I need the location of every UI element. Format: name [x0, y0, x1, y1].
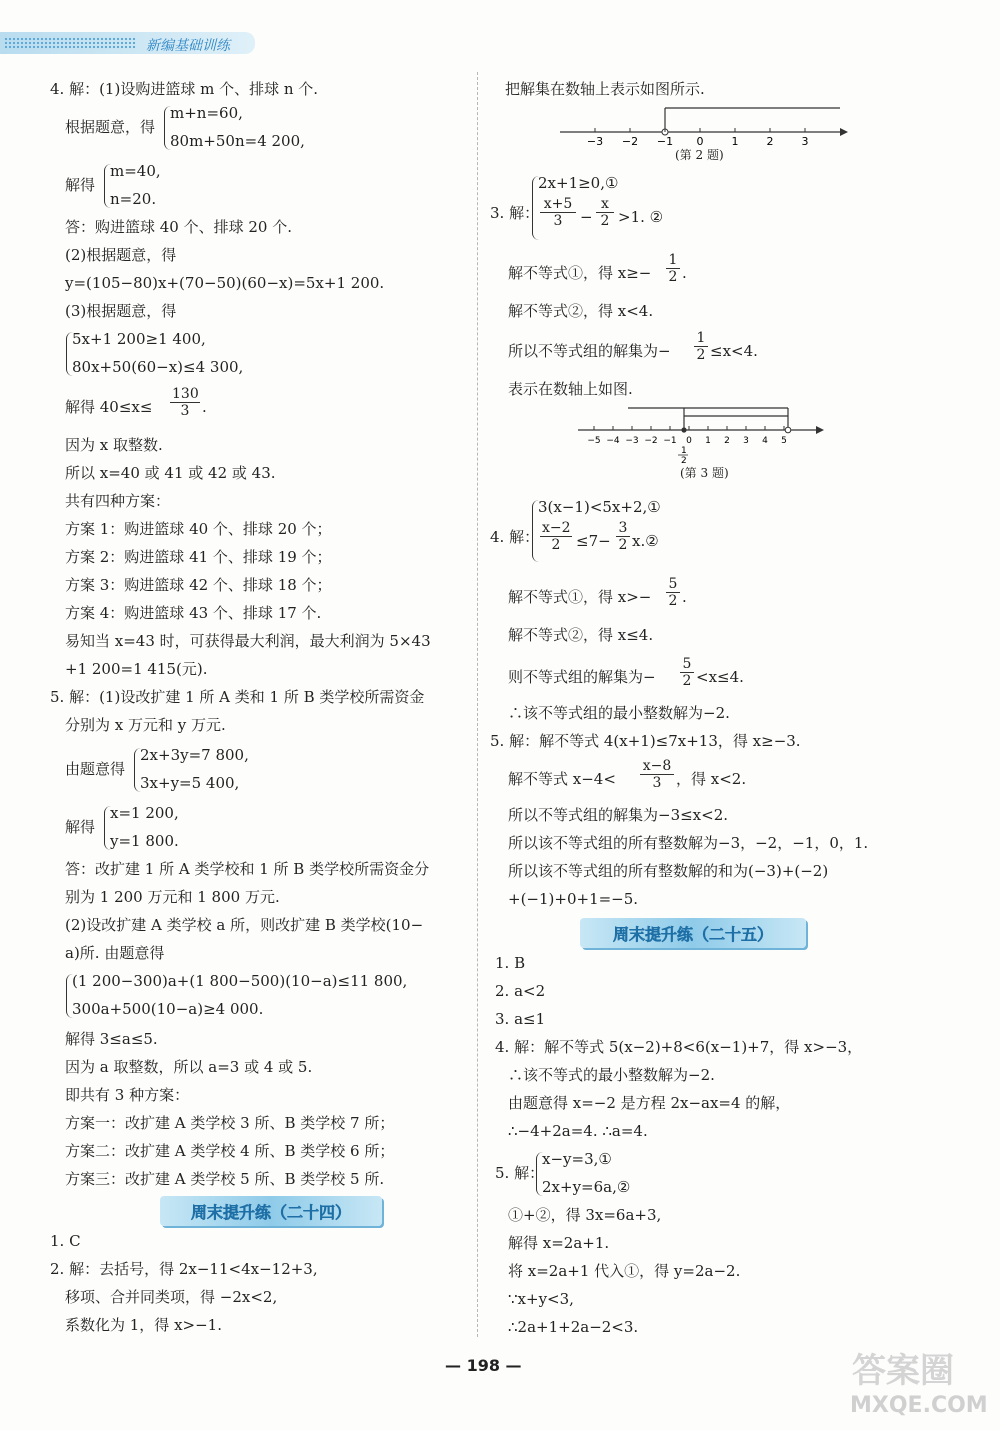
q5-label: 5. 解：: [495, 1164, 545, 1182]
text-line: ∴−4+2a=4. ∴a=4.: [508, 1122, 648, 1140]
answer-2: 2. a<2: [495, 982, 546, 1000]
equation: 2x+y=6a,②: [542, 1178, 631, 1196]
answer-2: 2. 解：去括号，得 2x−11<4x−12+3,: [50, 1260, 318, 1278]
tick-label: −2: [644, 436, 658, 446]
fraction: [680, 656, 694, 689]
text-line: 解得 x=2a+1.: [508, 1234, 610, 1252]
text-line: 则不等式组的解集为−: [508, 668, 656, 686]
text-line: +(−1)+0+1=−5.: [508, 890, 639, 908]
text-line: ∴该不等式的最小整数解为−2.: [508, 1066, 715, 1084]
text-line: ，得 x<2.: [676, 770, 747, 788]
q4-line1: 4. 解：(1)设购进篮球 m 个、排球 n 个.: [50, 80, 319, 98]
tick-label: −1: [663, 436, 677, 446]
numerator: x−8: [640, 758, 674, 775]
text-line: 将 x=2a+1 代入①，得 y=2a−2.: [508, 1262, 741, 1280]
punct: .: [682, 264, 687, 282]
denominator: 2: [618, 537, 628, 553]
header-dots: [4, 37, 136, 49]
text-line: 所以不等式组的解集为−: [508, 342, 671, 360]
text-line: 解不等式②，得 x<4.: [508, 302, 654, 320]
text-line: 由题意得 x=−2 是方程 2x−ax=4 的解，: [508, 1094, 791, 1112]
denominator: 2: [668, 593, 678, 609]
text-line: 解不等式①，得 x≥−: [508, 264, 652, 282]
text-line: (3)根据题意，得: [65, 302, 177, 320]
fraction: [640, 758, 674, 791]
equation: m+n=60,: [170, 104, 243, 122]
tick-label: 0: [696, 135, 704, 148]
tick-label: −3: [625, 436, 639, 446]
tick-label: 5: [781, 436, 787, 446]
q3-label: 3. 解：: [490, 204, 540, 222]
tick-label: 1: [731, 135, 739, 148]
page-number-value: 198: [466, 1356, 500, 1375]
plan-line: 方案 1：购进篮球 40 个、排球 20 个；: [65, 520, 332, 538]
text-line: 共有四种方案：: [65, 492, 171, 510]
tick-label: −5: [587, 436, 601, 446]
numerator: 1: [666, 252, 680, 269]
numerator: 130: [172, 386, 199, 402]
text-line: ∵x+y<3,: [508, 1290, 574, 1308]
text-line: +1 200=1 415(元).: [65, 660, 208, 678]
denominator: 2: [696, 347, 706, 363]
text-line: 表示在数轴上如图.: [508, 380, 633, 398]
text-line: 所以不等式组的解集为−3≤x<2.: [508, 806, 729, 824]
answer-1: 1. B: [495, 954, 526, 972]
watermark-text: 答案圈: [852, 1351, 954, 1391]
solve-label: 解得: [65, 818, 96, 836]
q5-line1: 5. 解：(1)设改扩建 1 所 A 类和 1 所 B 类学校所需资金: [50, 688, 425, 706]
numerator: 5: [666, 576, 680, 593]
tick-label: −4: [606, 436, 620, 446]
text-line: 解不等式 x−4<: [508, 770, 616, 788]
plan-line: 方案一：改扩建 A 类学校 3 所、B 类学校 7 所；: [65, 1114, 395, 1132]
text-line: 移项、合并同类项，得 −2x<2,: [65, 1288, 278, 1306]
section-banner-25: [580, 918, 806, 948]
equation: m=40,: [110, 162, 161, 180]
numerator: x+5: [540, 196, 576, 213]
plan-line: 方案二：改扩建 A 类学校 4 所、B 类学校 6 所；: [65, 1142, 395, 1160]
q5-line1: 5. 解：解不等式 4(x+1)≤7x+13，得 x≥−3.: [490, 732, 801, 750]
denominator: 3: [553, 213, 563, 229]
denominator: 2: [668, 269, 678, 285]
tick-label: −1: [656, 135, 674, 148]
text-line: 所以该不等式组的所有整数解为−3，−2，−1，0，1.: [508, 834, 869, 852]
answer-line: 答：改扩建 1 所 A 类学校和 1 所 B 类学校所需资金分: [65, 860, 430, 878]
inequality: 3(x−1)<5x+2,①: [538, 498, 661, 516]
answer-1: 1. C: [50, 1232, 81, 1250]
inequality: 5x+1 200≥1 400,: [72, 330, 206, 348]
numerator: 5: [680, 656, 694, 673]
column-divider: [477, 72, 478, 1337]
text-line: 解不等式①，得 x>−: [508, 588, 652, 606]
text-line: 把解集在数轴上表示如图所示.: [505, 80, 705, 98]
text-line: (2)根据题意，得: [65, 246, 177, 264]
text-line: 别为 1 200 万元和 1 800 万元.: [65, 888, 280, 906]
inequality: 80x+50(60−x)≤4 300,: [72, 358, 244, 376]
equation: 80m+50n=4 200,: [170, 132, 305, 150]
denominator: 2: [551, 537, 561, 553]
fraction: [540, 520, 572, 553]
equation: x=1 200,: [110, 804, 179, 822]
text-line: ∴2a+1+2a−2<3.: [508, 1318, 639, 1336]
fig2-caption: (第 2 题): [675, 148, 724, 162]
fraction: [170, 386, 200, 419]
answer-3: 3. a≤1: [495, 1010, 546, 1028]
denominator: 2: [682, 673, 692, 689]
denominator: 3: [652, 775, 662, 791]
inequality: 300a+500(10−a)≥4 000.: [72, 1000, 264, 1018]
fraction: [694, 330, 708, 363]
solve-line: 解得 40≤x≤: [65, 398, 153, 416]
watermark-url: MXQE.COM: [850, 1393, 988, 1418]
operator: −: [580, 208, 593, 226]
tick-label: 3: [801, 135, 809, 148]
text-line: 系数化为 1，得 x>−1.: [65, 1316, 222, 1334]
equation: x−y=3,①: [542, 1150, 612, 1168]
inequality-tail: >1. ②: [618, 208, 664, 226]
number-line-q3: [578, 402, 828, 464]
text-line: 分别为 x 万元和 y 万元.: [65, 716, 226, 734]
plan-line: 方案三：改扩建 A 类学校 5 所、B 类学校 5 所.: [65, 1170, 385, 1188]
q4-line2: 根据题意，得: [65, 118, 156, 136]
text-line: ≤x<4.: [710, 342, 758, 360]
banner-title: 周末提升练（二十五）: [612, 925, 773, 944]
text-line: ∴该不等式组的最小整数解为−2.: [508, 704, 730, 722]
tick-label: −2: [621, 135, 639, 148]
text-line: 易知当 x=43 时，可获得最大利润，最大利润为 5×43: [65, 632, 431, 650]
solve-label: 解得: [65, 176, 96, 194]
text-line: 因为 a 取整数，所以 a=3 或 4 或 5.: [65, 1058, 313, 1076]
inequality: 2x+1≥0,①: [538, 174, 619, 192]
text-line: a)所. 由题意得: [65, 944, 165, 962]
text-line: 即共有 3 种方案：: [65, 1086, 190, 1104]
header-title: 新编基础训练: [146, 38, 230, 54]
tick-label: 2: [724, 436, 730, 446]
tick-label: −3: [586, 135, 604, 148]
equation: 3x+y=5 400,: [140, 774, 240, 792]
equation: 2x+3y=7 800,: [140, 746, 249, 764]
numerator: x: [596, 196, 614, 213]
text-line: 由题意得: [65, 760, 126, 778]
numerator: x−2: [542, 520, 571, 536]
fig3-caption: (第 3 题): [680, 466, 729, 480]
punct: .: [682, 588, 687, 606]
inequality-tail: x.②: [632, 532, 659, 550]
banner-title: 周末提升练（二十四）: [190, 1203, 351, 1222]
denominator: 2: [600, 213, 610, 229]
numerator: 1: [694, 330, 708, 347]
page-header: [0, 0, 1000, 56]
text-line: 所以该不等式组的所有整数解的和为(−3)+(−2): [508, 862, 829, 880]
plan-line: 方案 4：购进篮球 43 个、排球 17 个.: [65, 604, 322, 622]
text-line: ①+②，得 3x=6a+3,: [508, 1206, 662, 1224]
half-numerator: 1: [681, 446, 687, 456]
page-number: — 198 —: [445, 1356, 522, 1375]
text-line: <x≤4.: [696, 668, 744, 686]
tick-label: 2: [766, 135, 774, 148]
answer-4: 4. 解：解不等式 5(x−2)+8<6(x−1)+7，得 x>−3，: [495, 1038, 863, 1056]
tick-label: 1: [705, 436, 711, 446]
equation: n=20.: [110, 190, 157, 208]
text-line: 解不等式②，得 x≤4.: [508, 626, 654, 644]
tick-label: 3: [743, 436, 749, 446]
fraction: [540, 196, 576, 229]
plan-line: 方案 2：购进篮球 41 个、排球 19 个；: [65, 548, 332, 566]
equation: y=(105−80)x+(70−50)(60−x)=5x+1 200.: [65, 274, 385, 292]
text-line: 所以 x=40 或 41 或 42 或 43.: [65, 464, 276, 482]
denominator: 3: [180, 403, 190, 419]
inequality: (1 200−300)a+(1 800−500)(10−a)≤11 800,: [72, 972, 408, 990]
text-line: 解得 3≤a≤5.: [65, 1030, 158, 1048]
operator: ≤7−: [576, 532, 611, 550]
fraction: [666, 252, 680, 285]
punct: .: [202, 398, 207, 416]
equation: y=1 800.: [110, 832, 179, 850]
half-denominator: 2: [681, 456, 687, 464]
numerator: 3: [616, 520, 630, 537]
fraction: [616, 520, 630, 553]
tick-label: 0: [686, 436, 692, 446]
fraction: [596, 196, 614, 229]
q4-label: 4. 解：: [490, 528, 540, 546]
text-line: 因为 x 取整数.: [65, 436, 163, 454]
text-line: (2)设改扩建 A 类学校 a 所，则改扩建 B 类学校(10−: [65, 916, 424, 934]
tick-label: 4: [762, 436, 768, 446]
plan-line: 方案 3：购进篮球 42 个、排球 18 个；: [65, 576, 332, 594]
section-banner-24: [160, 1196, 382, 1226]
watermark-logo: [842, 1335, 992, 1425]
answer-line: 答：购进篮球 40 个、排球 20 个.: [65, 218, 293, 236]
fraction: [666, 576, 680, 609]
